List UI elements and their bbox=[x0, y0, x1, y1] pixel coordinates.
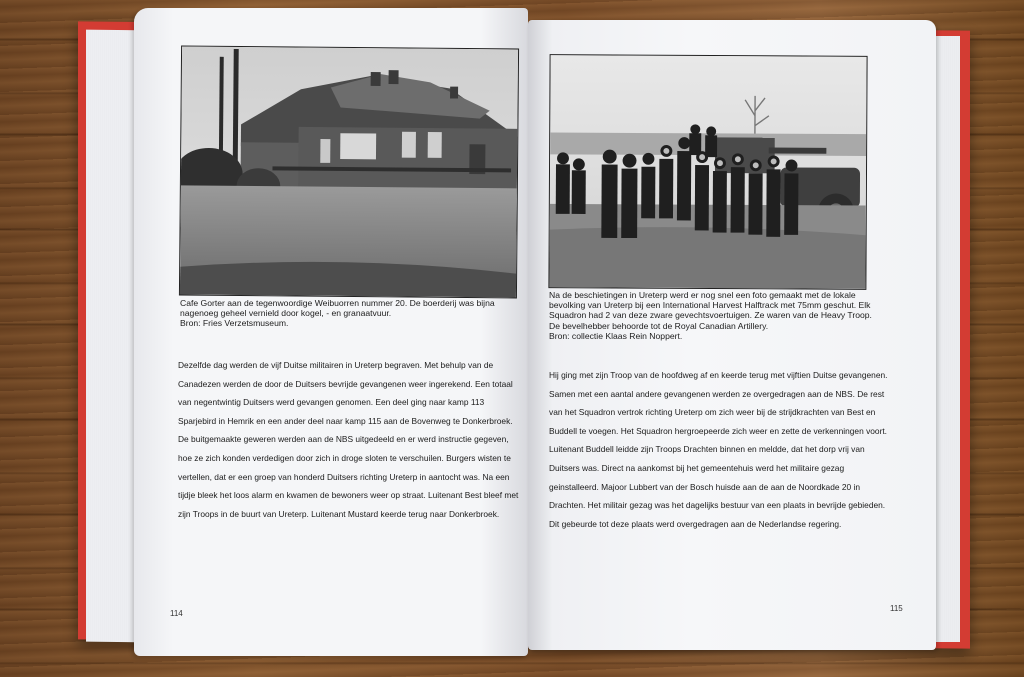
body-line: Samen met een aantal andere gevangenen werden ze overgedragen aan de NBS. De rest bbox=[549, 388, 885, 399]
body-line: De buitgemaakte geweren werden aan de NBS uitgedeeld en er werd instructie gegeven, bbox=[178, 434, 509, 445]
body-line: hoe ze zich konden verdedigen door zich in droge sloten te verschuilen. Burgers wisten te bbox=[178, 452, 511, 463]
page-number-right: 115 bbox=[890, 604, 903, 613]
right-photo-caption bbox=[549, 290, 872, 341]
caption-line: bevolking van Ureterp bij een International Harvest Halftrack met 75mm geschut. Elk bbox=[549, 300, 871, 311]
caption-line: De bevelhebber behoorde tot de Royal Canadian Artillery. bbox=[549, 320, 769, 331]
body-line: Dit gebeurde tot deze plaats werd overgedragen aan de Nederlandse regering. bbox=[549, 518, 842, 529]
body-line: Luitenant Buddell leidde zijn Troops Drachten binnen en meldde, dat het dorp vrij van bbox=[549, 444, 865, 455]
body-line: Canadezen werden de door de Duitsers bevrijde gevangenen weer ingerekend. Een totaal bbox=[178, 378, 513, 389]
body-line: van het Squadron vertrok richting Ureterp om zich weer bij de strijdkrachten van Best en bbox=[549, 407, 876, 418]
caption-line: nagenoeg geheel vernield door kogel, - en granaatvuur. bbox=[180, 308, 392, 319]
body-line: Duitsers was. Direct na aankomst bij het gemeentehuis werd het militaire gezag bbox=[549, 462, 845, 473]
body-line: zijn Troops in de buurt van Ureterp. Luitenant Mustard keerde terug naar Donkerbroek. bbox=[178, 508, 500, 519]
right-photo bbox=[548, 54, 867, 290]
body-line: van negentwintig Duitsers werd gevangen genomen. Een deel ging naar kamp 113 bbox=[178, 397, 485, 408]
body-line: Hij ging met zijn Troop van de hoofdweg af en keerde terug met vijftien Duitse gevangenen. bbox=[549, 370, 888, 380]
caption-line: Bron: collectie Klaas Rein Noppert. bbox=[549, 330, 683, 341]
left-photo bbox=[179, 46, 519, 299]
body-line: Buddell te voegen. Het Squadron hergroepeerde zich weer en zette de verkenningen voort. bbox=[549, 425, 888, 436]
body-line: geinstalleerd. Majoor Lubbert van der Bosch huisde aan de aan de Noordkade 20 in bbox=[549, 481, 861, 492]
body-line: tijdje bleek het loos alarm en kwamen de bewoners weer op straat. Luitenant Best bleef met bbox=[178, 490, 519, 501]
caption-line: Bron: Fries Verzetsmuseum. bbox=[180, 318, 289, 329]
caption-line: Cafe Gorter aan de tegenwoordige Weibuorren nummer 20. De boerderij was bijna bbox=[180, 298, 495, 308]
caption-line: Na de beschietingen in Ureterp werd er nog snel een foto gemaakt met de lokale bbox=[549, 290, 856, 300]
left-photo-caption bbox=[180, 298, 495, 329]
right-page bbox=[528, 20, 936, 650]
right-body-text bbox=[549, 366, 887, 533]
body-line: Sparjebird in Hemrik en een ander deel naar kamp 115 aan de Bovenweg te Donkerbroek. bbox=[178, 415, 513, 426]
caption-line: Squadron had 2 van deze zware gevechtsvoertuigen. Ze waren van de Heavy Troop. bbox=[549, 310, 872, 321]
body-line: Drachten. Het militair gezag was het dagelijks bestuur van een plaats in bevrijde gebieden. bbox=[549, 500, 886, 511]
body-line: Dezelfde dag werden de vijf Duitse militairen in Ureterp begraven. Met behulp van de bbox=[178, 360, 494, 370]
left-page bbox=[134, 8, 528, 656]
body-line: vertellen, dat er een groep van honderd Duitsers richting Ureterp in aantocht was. Na een bbox=[178, 471, 510, 482]
left-body-text bbox=[178, 356, 518, 523]
page-number-left: 114 bbox=[170, 609, 183, 618]
